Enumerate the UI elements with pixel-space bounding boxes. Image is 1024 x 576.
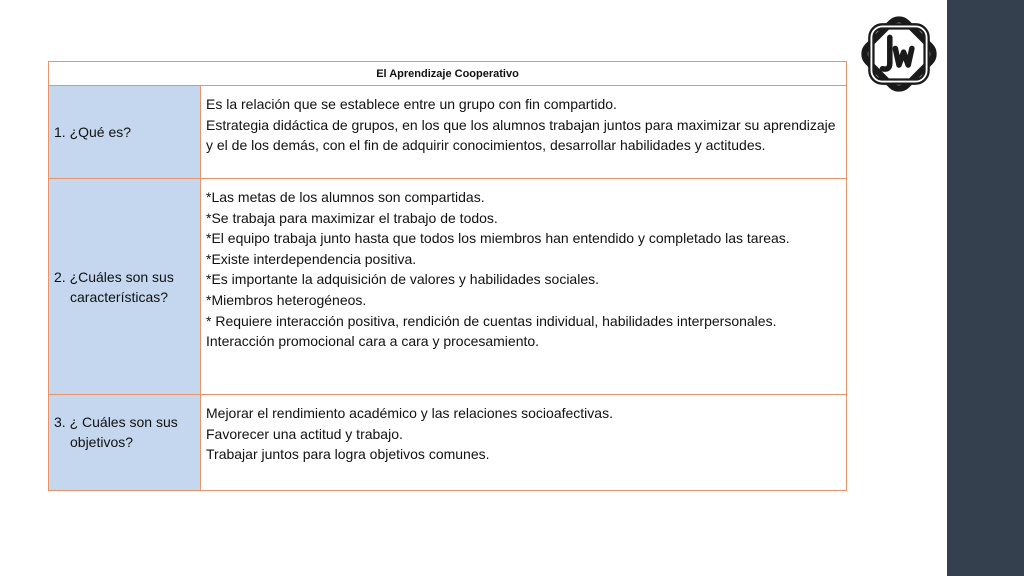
row-content-cell bbox=[201, 86, 846, 178]
row-label: 3. ¿ Cuáles son sus objetivos? bbox=[54, 414, 178, 450]
row-label-cell bbox=[49, 395, 201, 490]
content-line: * Requiere interacción positiva, rendición de cuentas individual, habilidades interpersonales. Interacción promocional cara a cara y procesamiento. bbox=[206, 312, 777, 350]
row-label-cell bbox=[49, 179, 201, 394]
side-accent-bar bbox=[947, 0, 1024, 576]
row-content-cell bbox=[201, 395, 846, 490]
row-label: 2. ¿Cuáles son sus características? bbox=[54, 268, 174, 305]
content-line: *Miembros heterogéneos. bbox=[206, 291, 367, 308]
content-line: Trabajar juntos para logra objetivos comunes. bbox=[206, 446, 490, 463]
cooperative-learning-table bbox=[48, 61, 847, 491]
content-line: *Existe interdependencia positiva. bbox=[206, 250, 417, 267]
table-title: El Aprendizaje Cooperativo bbox=[49, 62, 846, 86]
row-content-cell bbox=[201, 179, 846, 394]
content-line: Favorecer una actitud y trabajo. bbox=[206, 425, 403, 442]
table-row bbox=[49, 86, 846, 179]
content-line: Es la relación que se establece entre un grupo con fin compartido. bbox=[206, 96, 617, 112]
content-line: *Las metas de los alumnos son compartidas. bbox=[206, 189, 485, 205]
content-line: Mejorar el rendimiento académico y las relaciones socioafectivas. bbox=[206, 405, 613, 421]
table-row bbox=[49, 179, 846, 395]
content-line: *Es importante la adquisición de valores y habilidades sociales. bbox=[206, 271, 599, 288]
table-row bbox=[49, 395, 846, 490]
row-label-cell bbox=[49, 86, 201, 178]
content-line: *Se trabaja para maximizar el trabajo de todos. bbox=[206, 209, 498, 226]
content-line: Estrategia didáctica de grupos, en los que los alumnos trabajan juntos para maximizar su aprendizaje y el de los demás, con el fin de adquirir conocimientos, desarrollar habilidades y actitudes. bbox=[206, 116, 836, 154]
content-line: *El equipo trabaja junto hasta que todos los miembros han entendido y completado las tareas. bbox=[206, 230, 790, 247]
row-label: 1. ¿Qué es? bbox=[54, 124, 132, 140]
jw-monogram-logo bbox=[853, 8, 945, 100]
